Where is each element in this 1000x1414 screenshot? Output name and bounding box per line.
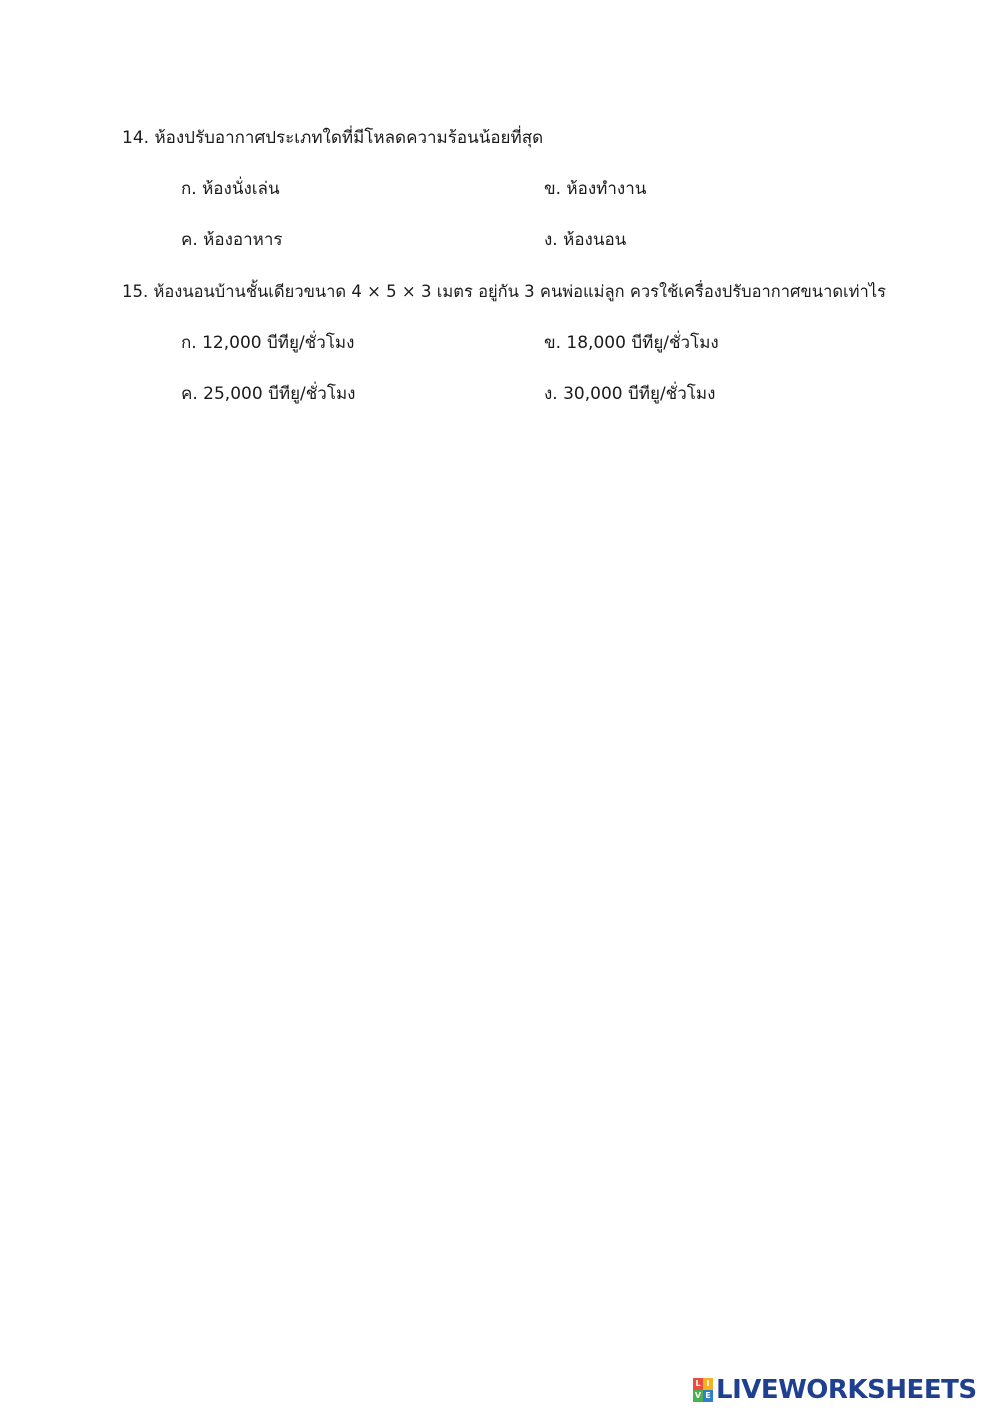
logo-tile-l: L	[693, 1378, 703, 1390]
question-14-option-c[interactable]: ค. ห้องอาหาร	[181, 230, 283, 250]
question-14-option-b[interactable]: ข. ห้องทำงาน	[544, 179, 647, 199]
question-15-option-d[interactable]: ง. 30,000 บีทียู/ชั่วโมง	[544, 384, 716, 404]
question-15-option-c[interactable]: ค. 25,000 บีทียู/ชั่วโมง	[181, 384, 356, 404]
question-14-option-a[interactable]: ก. ห้องนั่งเล่น	[181, 179, 280, 199]
logo-tile-e: E	[703, 1390, 713, 1402]
question-14-text: 14. ห้องปรับอากาศประเภทใดที่มีโหลดความร้อนน้อยที่สุด	[122, 128, 544, 148]
question-15-text: 15. ห้องนอนบ้านชั้นเดียวขนาด 4 × 5 × 3 เมตร อยู่กัน 3 คนพ่อแม่ลูก ควรใช้เครื่องปรับอากาศขนาดเท่าไร	[122, 282, 886, 301]
question-15-option-a[interactable]: ก. 12,000 บีทียู/ชั่วโมง	[181, 333, 355, 353]
liveworksheets-logo-text: LIVEWORKSHEETS	[716, 1375, 977, 1405]
logo-tile-i: I	[703, 1378, 713, 1390]
liveworksheets-logo	[693, 1374, 977, 1406]
liveworksheets-logo-icon	[693, 1378, 713, 1402]
question-14-option-d[interactable]: ง. ห้องนอน	[544, 230, 627, 250]
question-15-option-b[interactable]: ข. 18,000 บีทียู/ชั่วโมง	[544, 333, 719, 353]
logo-tile-v: V	[694, 1391, 702, 1400]
